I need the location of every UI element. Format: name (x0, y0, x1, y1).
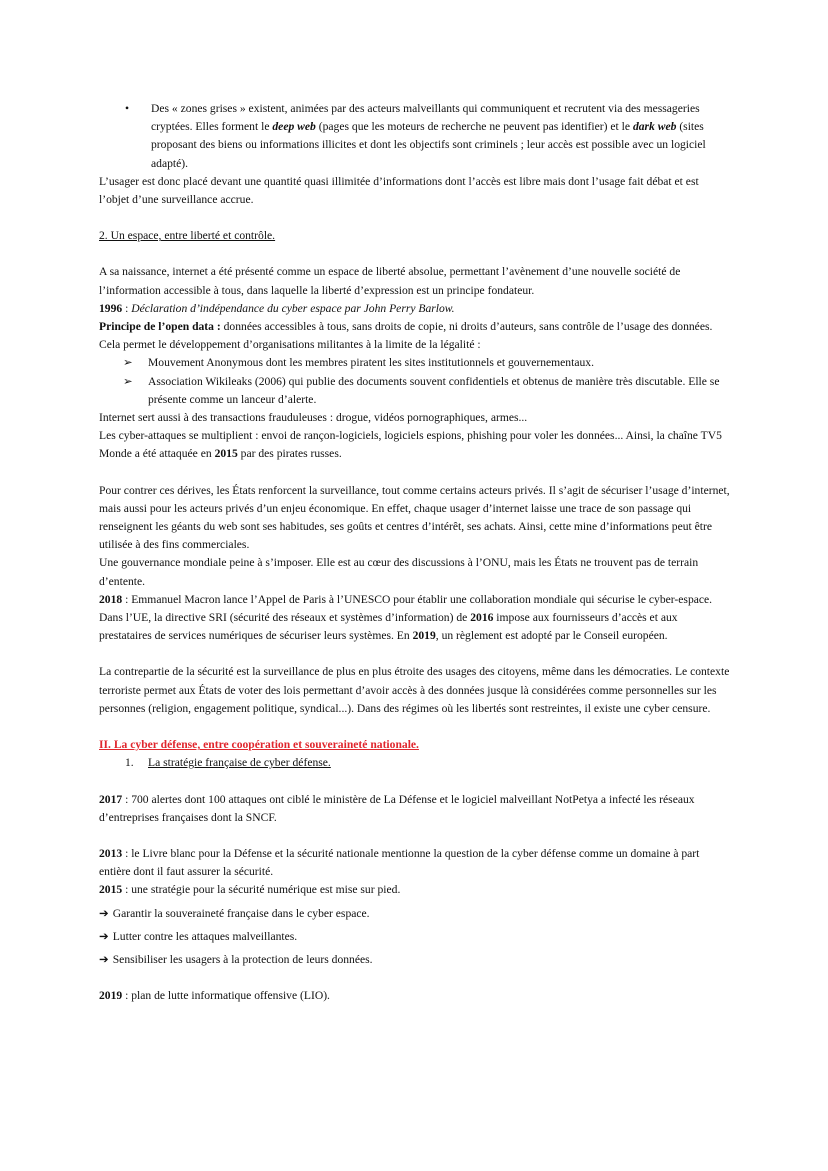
governance-paragraph: Une gouvernance mondiale peine à s’imposer. Elle est au cœur des discussions à l’ONU, mais les États ne trouvent pas de terrain d’entente. (99, 556, 699, 588)
arrowhead-bullet-icon: ➢ (123, 374, 133, 388)
term-dark-web: dark web (632, 120, 677, 134)
militant-item-anonymous: ➢ Mouvement Anonymous dont les membres piratent les sites institutionnels et gouvernementaux. (99, 354, 730, 372)
counterpart-paragraph: La contrepartie de la sécurité est la surveillance de plus en plus étroite des usages des citoyens, même dans les démocraties. Le contexte terroriste permet aux États de voter des lois permettant d’avoir accès à des données jusque là considérées comme personnelles sur les personnes (religion, engagement politique, syndical...). Dans des régimes où les libertés sont restreintes, il existe une cyber censure. (99, 665, 730, 715)
right-arrow-icon: ➔ (99, 929, 109, 943)
goal-item: ➔ Sensibiliser les usagers à la protection de leurs données. (99, 952, 373, 966)
internet-origin-paragraph: A sa naissance, internet a été présenté comme un espace de liberté absolue, permettant l’avènement d’une nouvelle société de l’information accessible à tous, dans laquelle la liberté d’expression est un principe fondateur. (99, 265, 681, 297)
strategy-2015-line: 2015 : une stratégie pour la sécurité numérique est mise sur pied. (99, 883, 401, 897)
surveillance-paragraph: Pour contrer ces dérives, les États renforcent la surveillance, tout comme certains acteurs privés. Il s’agit de sécuriser l’usage d’internet, mais aussi pour les acteurs privés d’un enjeu économique. En effet, chaque usager d’internet laisse une trace de son passage qui renseignent les géants du web sont ses habitudes, ses goûts et centres d’intérêt, ses achats. Ainsi, cette mine d’informations peut être utilisée à des fins commerciales. (99, 483, 730, 552)
eu-directive-paragraph: Dans l’UE, la directive SRI (sécurité des réseaux et systèmes d’information) de 2016 impose aux fournisseurs d’accès et aux prestataires de services numériques de sécuriser leurs systèmes. En 2019, un règlement est adopté par le Conseil européen. (99, 611, 678, 643)
intro-bullet-item: • Des « zones grises » existent, animées par des acteurs malveillants qui communiquent et recrutent via des messageries cryptées. Elles forment le deep web (pages que les moteurs de recherche ne peuvent pas identifier) et le dark web (sites proposant des biens ou informations illicites et dont les objectifs sont criminels ; leur accès est possible avec un logiciel adapté). (125, 102, 706, 170)
cyber-attacks-paragraph: Les cyber-attaques se multiplient : envoi de rançon-logiciels, logiciels espions, phishing pour voler les données... Ainsi, la chaîne TV5 Monde a été attaquée en 2015 par des pirates russes. (99, 429, 722, 461)
part-2-heading: II. La cyber défense, entre coopération et souveraineté nationale. (99, 738, 419, 752)
open-data-line: Principe de l’open data : données accessibles à tous, sans droits de copie, ni droits d’auteurs, sans contrôle de l’usage des données. (99, 320, 713, 334)
subsection-1-title: 1. La stratégie française de cyber défense. (125, 756, 331, 770)
term-deep-web: deep web (272, 120, 316, 134)
goal-item: ➔ Garantir la souveraineté française dans le cyber espace. (99, 906, 370, 920)
militant-intro: Cela permet le développement d’organisations militantes à la limite de la légalité : (99, 338, 481, 352)
section-2-title: 2. Un espace, entre liberté et contrôle. (99, 229, 276, 243)
bullet-icon: • (125, 102, 130, 115)
arrowhead-bullet-icon: ➢ (123, 356, 133, 370)
notpetya-paragraph: 2017 : 700 alertes dont 100 attaques ont ciblé le ministère de La Défense et le logiciel malveillant NotPetya a infecté les réseaux d’entreprises françaises dont la SNCF. (99, 792, 695, 824)
militant-item-wikileaks: ➢ Association Wikileaks (2006) qui publie des documents souvent confidentiels et obtenus de manière très discutable. Elle se présente comme un lanceur d’alerte. (123, 374, 720, 406)
barlow-line: 1996 : Déclaration d’indépendance du cyber espace par John Perry Barlow. (99, 301, 455, 315)
goal-item: ➔ Lutter contre les attaques malveillantes. (99, 929, 298, 943)
usager-paragraph: L’usager est donc placé devant une quantité quasi illimitée d’informations dont l’accès est libre mais dont l’usage fait débat et est l’objet d’une surveillance accrue. (99, 174, 699, 207)
white-paper-paragraph: 2013 : le Livre blanc pour la Défense et la sécurité nationale mentionne la question de la cyber défense comme un domaine à part entière dont il faut assurer la sécurité. (99, 846, 700, 879)
right-arrow-icon: ➔ (99, 952, 109, 966)
lio-plan-line: 2019 : plan de lutte informatique offensive (LIO). (99, 989, 330, 1003)
fraud-line: Internet sert aussi à des transactions frauduleuses : drogue, vidéos pornographiques, armes... (99, 411, 528, 425)
paris-call-line: 2018 : Emmanuel Macron lance l’Appel de Paris à l’UNESCO pour établir une collaboration mondiale qui sécurise le cyber-espace. (99, 592, 713, 606)
right-arrow-icon: ➔ (99, 906, 109, 920)
